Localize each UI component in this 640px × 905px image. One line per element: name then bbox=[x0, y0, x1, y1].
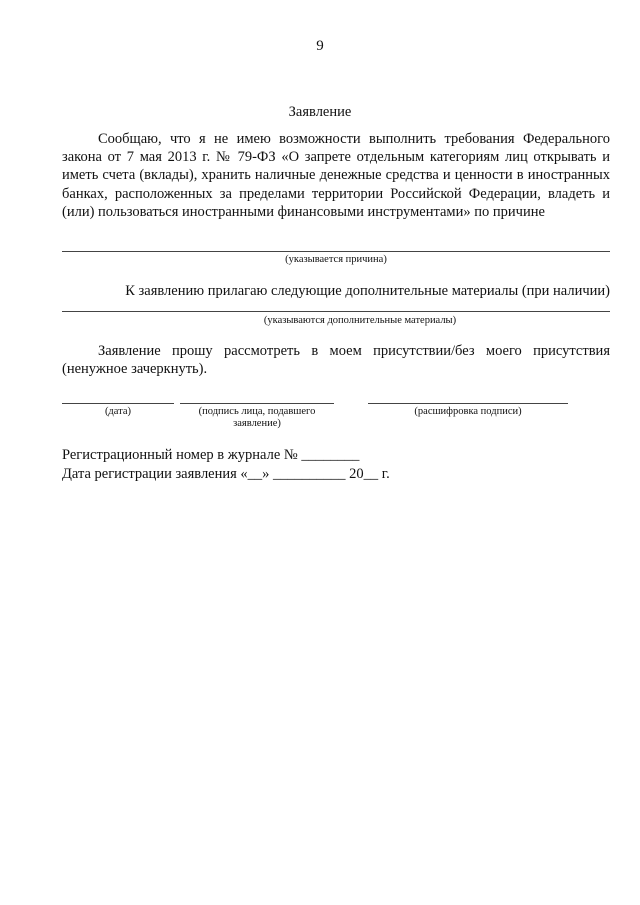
materials-line bbox=[62, 311, 610, 312]
date-caption: (дата) bbox=[104, 406, 132, 417]
reason-line bbox=[62, 251, 610, 252]
page-number: 9 bbox=[316, 38, 324, 54]
registration-number: Регистрационный номер в журнале № ________ bbox=[62, 447, 360, 463]
registration-date: Дата регистрации заявления «__» __________ 20__ г. bbox=[62, 466, 390, 482]
materials-caption: (указываются дополнительные материалы) bbox=[263, 315, 457, 326]
signature-line bbox=[180, 403, 334, 404]
date-line bbox=[62, 403, 174, 404]
paragraph-statement: Сообщаю, что я не имею возможности выполнить требования Федерального закона от 7 мая 2013 г. № 79-ФЗ «О запрете отдельным категориям лиц открывать и иметь счета (вклады), хранить наличные денежные средства и ценности в иностранных банках, расположенных за пределами территории Российской Федерации, владеть и (или) пользоваться иностранными финансовыми инструментами» по причине bbox=[62, 131, 610, 220]
paragraph-attachments: К заявлению прилагаю следующие дополнительные материалы (при наличии) bbox=[125, 283, 610, 299]
decipher-line bbox=[368, 403, 568, 404]
document-title: Заявление bbox=[288, 104, 352, 120]
signature-caption: (подпись лица, подавшего заявление) bbox=[198, 406, 316, 429]
reason-caption: (указывается причина) bbox=[285, 254, 387, 265]
paragraph-presence: Заявление прошу рассмотреть в моем присутствии/без моего присутствия (ненужное зачеркнуть). bbox=[62, 343, 610, 378]
decipher-caption: (расшифровка подписи) bbox=[414, 406, 522, 417]
